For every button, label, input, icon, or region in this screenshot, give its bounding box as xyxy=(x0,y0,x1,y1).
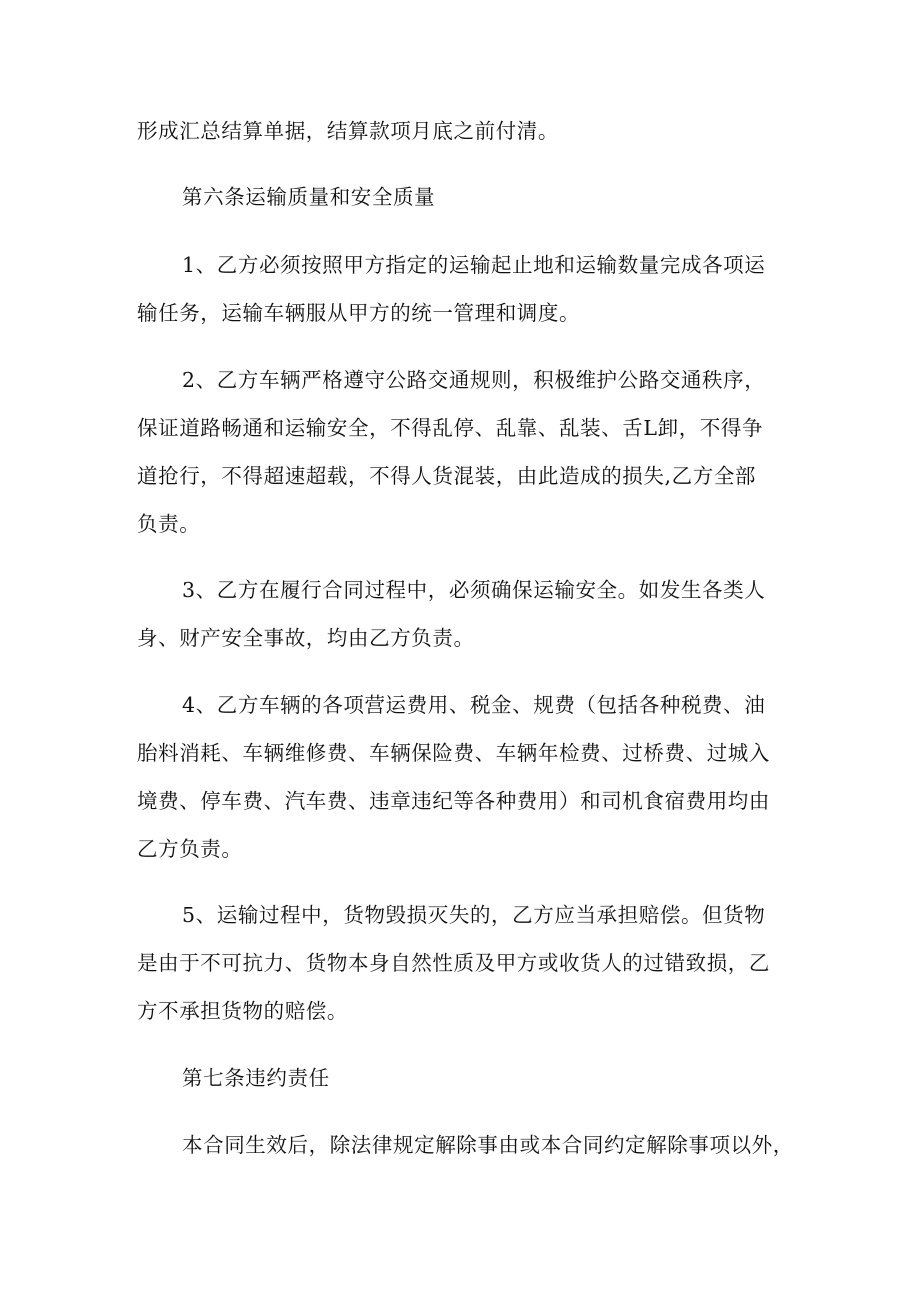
text-line: 方不承担货物的赔偿。 xyxy=(137,999,348,1023)
text-line: 2、乙方车辆严格遵守公路交通规则，积极维护公路交通秩序， xyxy=(182,368,766,392)
paragraph-item-1 xyxy=(137,241,785,337)
text-line: 是由于不可抗力、货物本身自然性质及甲方或收货人的过错致损，乙 xyxy=(137,951,770,975)
text-line: 5、运输过程中，货物毁损灭失的，乙方应当承担赔偿。但货物 xyxy=(182,903,766,927)
paragraph-item-4 xyxy=(137,681,785,873)
text-line: 4、乙方车辆的各项营运费用、税金、规费（包括各种税费、油 xyxy=(182,693,766,717)
text-line: 保证道路畅通和运输安全，不得乱停、乱靠、乱装、舌L卸，不得争 xyxy=(137,416,764,440)
text-line: 乙方负责。 xyxy=(137,837,243,861)
text-line: 输任务，运输车辆服从甲方的统一管理和调度。 xyxy=(137,301,581,325)
text-line: 3、乙方在履行合同过程中，必须确保运输安全。如发生各类人 xyxy=(182,578,766,602)
text-line: 道抢行，不得超速超载，不得人货混装，由此造成的损失,乙方全部 xyxy=(137,464,757,488)
paragraph-item-5 xyxy=(137,891,785,1035)
heading-article-6 xyxy=(137,173,785,221)
text-line: 胎料消耗、车辆维修费、车辆保险费、车辆年检费、过桥费、过城入 xyxy=(137,741,770,765)
text-line: 1、乙方必须按照甲方指定的运输起止地和运输数量完成各项运 xyxy=(182,253,766,277)
text-line: 形成汇总结算单据，结算款项月底之前付清。 xyxy=(137,119,559,143)
paragraph-article-7-intro xyxy=(137,1121,794,1169)
text-line: 身、财产安全事故，均由乙方负责。 xyxy=(137,626,475,650)
text-line: 负责。 xyxy=(137,512,201,536)
section-heading: 第六条运输质量和安全质量 xyxy=(182,185,436,209)
text-line: 境费、停车费、汽车费、违章违纪等各种费用）和司机食宿费用均由 xyxy=(137,789,770,813)
section-heading: 第七条违约责任 xyxy=(182,1066,330,1090)
heading-article-7 xyxy=(137,1054,785,1102)
paragraph-item-2 xyxy=(137,356,785,548)
paragraph-item-3 xyxy=(137,566,785,662)
paragraph-settlement-end xyxy=(137,107,785,155)
text-line: 本合同生效后，除法律规定解除事由或本合同约定解除事项以外， xyxy=(182,1133,794,1157)
